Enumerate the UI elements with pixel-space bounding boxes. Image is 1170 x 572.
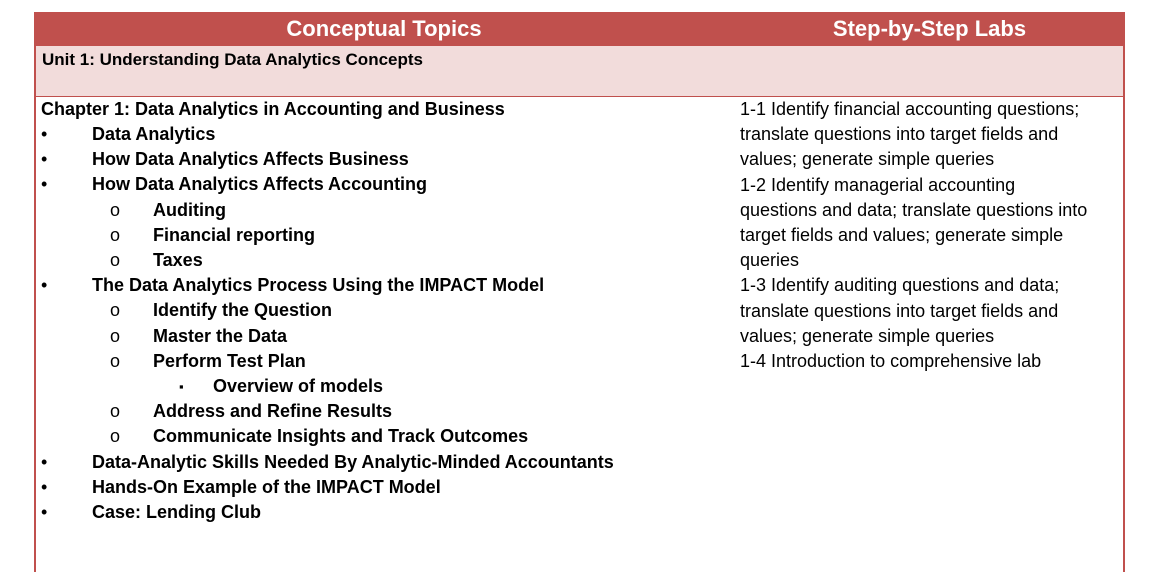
table-header	[34, 12, 1125, 46]
chapter-title: Chapter 1: Data Analytics in Accounting and Business	[41, 99, 505, 119]
topic-item: Overview of models	[213, 376, 384, 396]
topic-item: Master the Data	[153, 325, 288, 346]
topic-bullet: o	[110, 350, 121, 371]
unit-title: Unit 1: Understanding Data Analytics Concepts	[42, 50, 423, 69]
topic-bullet: o	[110, 325, 121, 346]
topic-bullet: •	[41, 275, 48, 296]
lab-line: translate questions into target fields and	[740, 124, 1059, 145]
lab-line: questions and data; translate questions into	[740, 199, 1088, 220]
topic-bullet: o	[110, 426, 121, 447]
topic-item: Case: Lending Club	[92, 502, 262, 522]
lab-line: 1-3 Identify auditing questions and data;	[740, 275, 1060, 296]
topic-bullet: •	[41, 502, 48, 522]
topic-bullet: •	[41, 451, 48, 472]
lab-line: queries	[740, 250, 800, 271]
topic-item: How Data Analytics Affects Accounting	[92, 174, 428, 195]
lab-line: values; generate simple queries	[740, 149, 995, 170]
topic-bullet: •	[41, 476, 48, 497]
topic-item: Financial reporting	[153, 224, 316, 245]
topic-item: Communicate Insights and Track Outcomes	[153, 426, 529, 447]
topic-item: The Data Analytics Process Using the IMPACT Model	[92, 275, 545, 296]
topic-item: Address and Refine Results	[153, 401, 393, 422]
unit-row	[36, 46, 1123, 97]
topic-bullet: •	[41, 124, 48, 144]
header-conceptual-topics: Conceptual Topics	[286, 16, 482, 41]
topic-bullet: •	[41, 149, 48, 170]
topic-item: Taxes	[153, 250, 203, 270]
lab-line: translate questions into target fields and	[740, 300, 1059, 321]
topic-bullet: •	[41, 174, 48, 195]
topic-item: Data-Analytic Skills Needed By Analytic-Minded Accountants	[92, 451, 614, 472]
header-step-by-step-labs: Step-by-Step Labs	[832, 16, 1027, 41]
lab-line: values; generate simple queries	[740, 325, 995, 346]
topic-item: Hands-On Example of the IMPACT Model	[92, 476, 441, 497]
lab-line: 1-1 Identify financial accounting questions;	[740, 99, 1080, 119]
lab-line: 1-4 Introduction to comprehensive lab	[740, 351, 1042, 372]
topic-bullet: ▪	[179, 379, 184, 394]
lab-line: target fields and values; generate simple	[740, 225, 1064, 246]
topic-item: Identify the Question	[153, 300, 333, 321]
topic-item: How Data Analytics Affects Business	[92, 149, 409, 170]
topic-bullet: o	[110, 224, 121, 245]
topic-bullet: o	[110, 401, 121, 422]
topic-item: Data Analytics	[92, 124, 216, 144]
topic-bullet: o	[110, 199, 121, 220]
topic-bullet: o	[110, 300, 121, 321]
labs-column	[740, 97, 1120, 374]
topic-item: Perform Test Plan	[153, 350, 306, 371]
topic-item: Auditing	[153, 199, 226, 220]
lab-line: 1-2 Identify managerial accounting	[740, 174, 1016, 195]
topic-bullet: o	[110, 250, 121, 270]
